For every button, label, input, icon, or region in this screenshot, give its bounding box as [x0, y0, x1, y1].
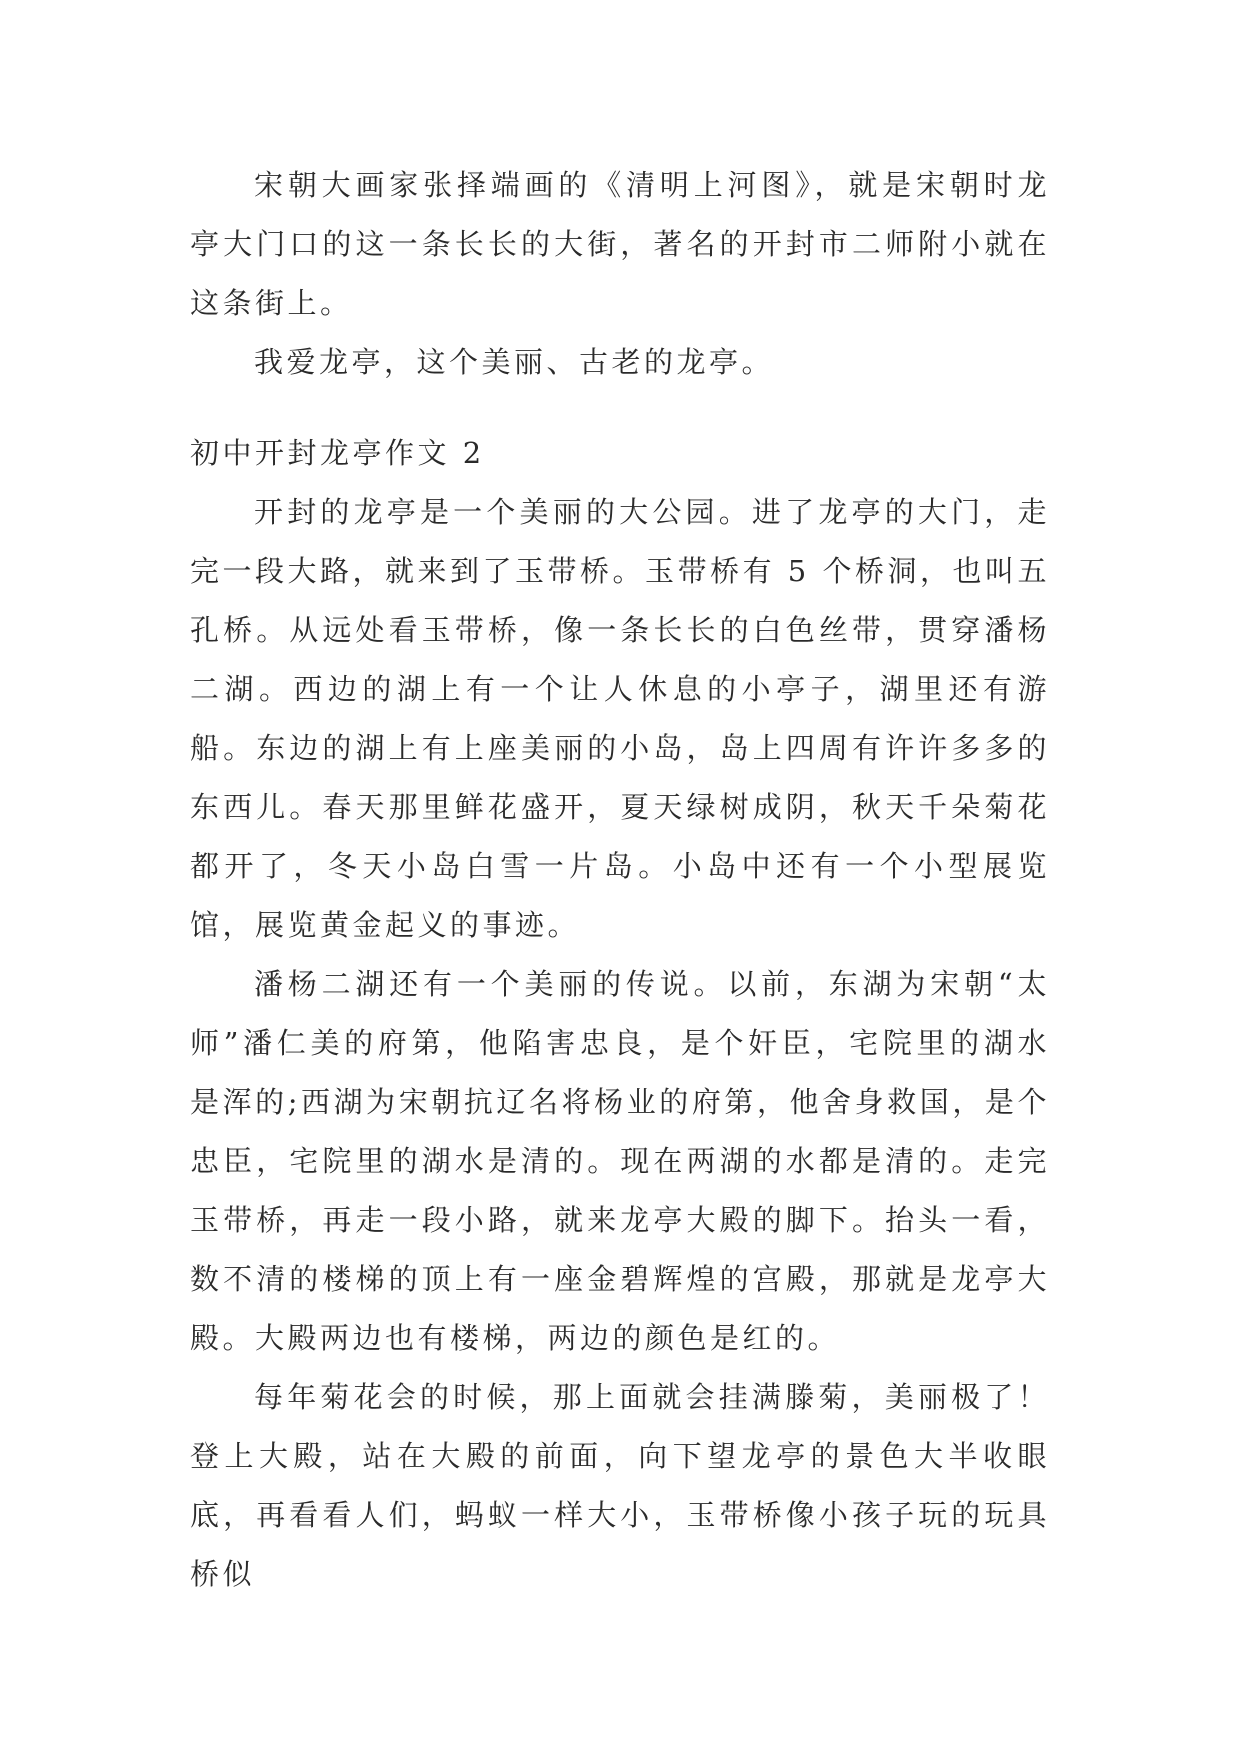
paragraph: 每年菊花会的时候，那上面就会挂满滕菊，美丽极了！登上大殿，站在大殿的前面，向下望龙亭的景色大半收眼底，再看看人们，蚂蚁一样大小，玉带桥像小孩子玩的玩具桥似: [190, 1380, 1050, 1591]
document-page: [190, 156, 1050, 1604]
paragraph: 潘杨二湖还有一个美丽的传说。以前，东湖为宋朝“太师”潘仁美的府第，他陷害忠良，是个奸臣，宅院里的湖水是浑的;西湖为宋朝抗辽名将杨业的府第，他舍身救国，是个忠臣，宅院里的湖水是清的。现在两湖的水都是清的。走完玉带桥，再走一段小路，就来龙亭大殿的脚下。抬头一看，数不清的楼梯的顶上有一座金碧辉煌的宫殿，那就是龙亭大殿。大殿两边也有楼梯，两边的颜色是红的。: [190, 967, 1050, 1355]
paragraph: 开封的龙亭是一个美丽的大公园。进了龙亭的大门，走完一段大路，就来到了玉带桥。玉带桥有 5 个桥洞，也叫五孔桥。从远处看玉带桥，像一条长长的白色丝带，贯穿潘杨二湖。西边的湖上有一个让人休息的小亭子，湖里还有游船。东边的湖上有上座美丽的小岛，岛上四周有许许多多的东西儿。春天那里鲜花盛开，夏天绿树成阴，秋天千朵菊花都开了，冬天小岛白雪一片岛。小岛中还有一个小型展览馆，展览黄金起义的事迹。: [190, 495, 1050, 942]
paragraph: 宋朝大画家张择端画的《清明上河图》，就是宋朝时龙亭大门口的这一条长长的大街，著名的开封市二师附小就在这条街上。: [190, 168, 1050, 320]
paragraph: 我爱龙亭，这个美丽、古老的龙亭。: [254, 345, 775, 379]
section-title: 初中开封龙亭作文 2: [190, 436, 485, 470]
